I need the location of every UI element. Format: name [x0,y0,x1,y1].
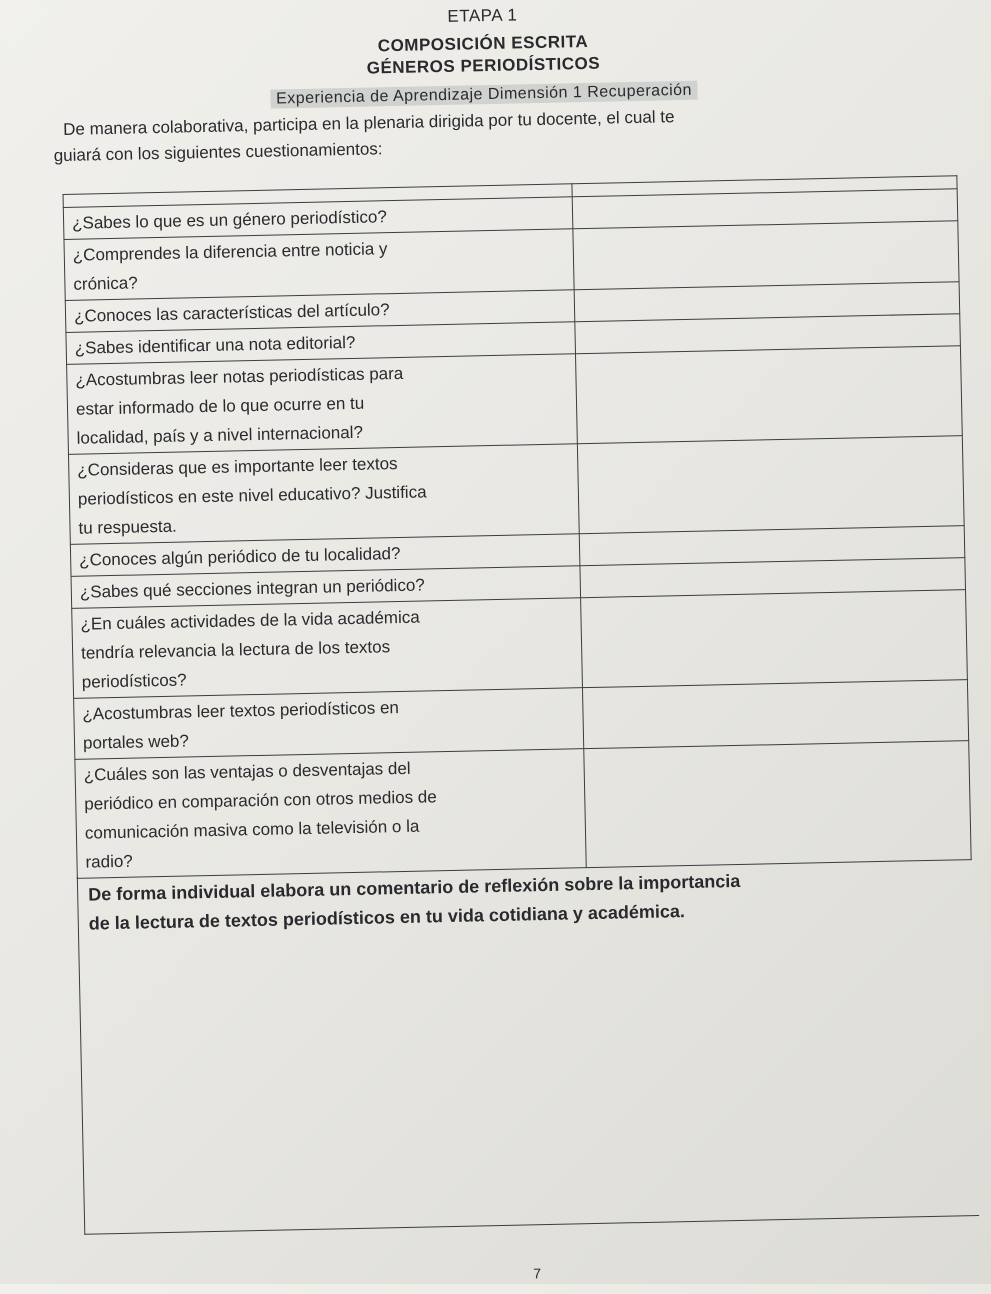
answer-cell[interactable] [573,221,959,290]
answer-cell[interactable] [578,436,964,534]
question-text: ¿Acostumbras leer notas periodísticas para estar informado de lo que ocurre en tu localidad, país y a nivel internacional? [75,363,404,448]
table-row [75,741,971,879]
question-text: ¿Sabes lo que es un género periodístico? [71,207,387,233]
question-cell [68,444,579,545]
answer-cell[interactable] [583,680,969,749]
subject-heading: COMPOSICIÓN ESCRITA [377,31,589,56]
question-cell [75,749,587,879]
question-text: ¿Acostumbras leer textos periodísticos en portales web? [82,698,400,753]
question-text: ¿Conoces algún periódico de tu localidad? [78,543,401,570]
page-number: 7 [533,1265,542,1282]
topic-heading: GÉNEROS PERIODÍSTICOS [366,53,601,78]
answer-cell[interactable] [576,346,962,444]
question-text: ¿Cuáles son las ventajas o desventajas del periódico en comparación con otros medios de comunicación masiva como la televisión o la radio? [83,758,437,872]
question-text: ¿En cuáles actividades de la vida académica tendría relevancia la lectura de los textos periodísticos? [80,607,420,692]
question-text: ¿Conoces las características del artículo? [73,300,390,326]
question-text: ¿Comprendes la diferencia entre noticia y crónica? [72,239,388,294]
question-text: ¿Consideras que es importante leer textos periodísticos en este nivel educativo? Justifica tu respuesta. [77,454,427,538]
instruction-line-1: De manera colaborativa, participa en la plenaria dirigida por tu docente, el cual te [62,107,675,139]
answer-cell[interactable] [584,741,971,868]
instruction-line-2: guiará con los siguientes cuestionamientos: [53,139,383,166]
question-cell [72,598,583,699]
reflection-instruction: De forma individual elabora un comentario de reflexión sobre la importancia de la lectura de textos periodísticos en tu vida cotidiana y académica. [87,870,741,934]
question-cell [67,354,578,455]
question-text: ¿Sabes qué secciones integran un periódico? [79,575,425,602]
question-cell [64,229,575,301]
question-cell [74,688,585,760]
answer-cell[interactable] [581,590,967,688]
questions-table [63,175,972,879]
reflection-box[interactable] [77,858,979,1235]
question-text: ¿Sabes identificar una nota editorial? [74,332,356,358]
experience-label: Experiencia de Aprendizaje Dimensión 1 Recuperación [270,81,698,109]
stage-heading: ETAPA 1 [447,5,518,26]
